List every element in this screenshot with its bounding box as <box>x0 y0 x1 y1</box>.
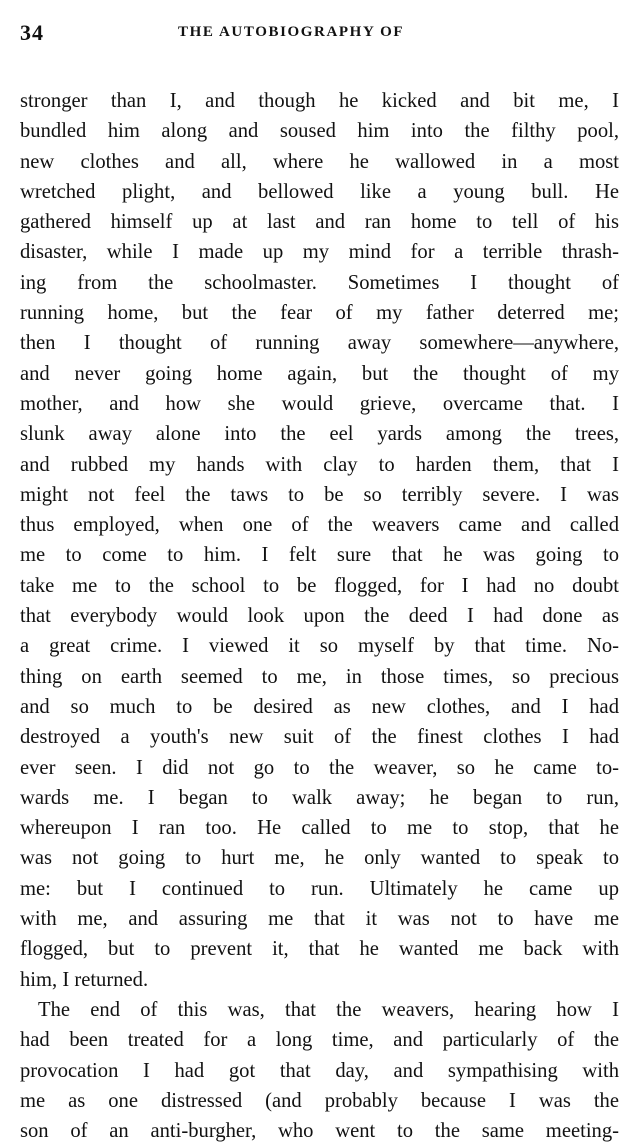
text-line: might not feel the taws to be so terribly severe. I was <box>20 483 619 506</box>
paragraph-2 <box>20 995 619 1146</box>
text-line: flogged, but to prevent it, that he wanted me back with <box>20 938 619 961</box>
text-line: and so much to be desired as new clothes, and I had <box>20 695 619 718</box>
text-line: bundled him along and soused him into the filthy pool, <box>20 120 619 143</box>
text-line: running home, but the fear of my father deterred me; <box>20 302 619 325</box>
text-line: wards me. I began to walk away; he began to run, <box>20 786 619 809</box>
text-line: that everybody would look upon the deed I had done as <box>20 605 619 628</box>
text-line: new clothes and all, where he wallowed in a most <box>20 150 619 173</box>
text-line: stronger than I, and though he kicked and bit me, I <box>20 90 619 112</box>
text-line: with me, and assuring me that it was not to have me <box>20 908 619 931</box>
text-line: destroyed a youth's new suit of the finest clothes I had <box>20 726 619 749</box>
text-line: take me to the school to be flogged, for I had no doubt <box>20 574 619 597</box>
text-line: had been treated for a long time, and particularly of the <box>20 1029 619 1052</box>
text-line: The end of this was, that the weavers, hearing how I <box>38 998 619 1021</box>
text-line: and never going home again, but the thought of my <box>20 362 619 385</box>
text-line: provocation I had got that day, and sympathising with <box>20 1059 619 1082</box>
running-title: THE AUTOBIOGRAPHY OF <box>178 24 405 40</box>
text-line: thing on earth seemed to me, in those times, so precious <box>20 665 619 688</box>
text-line: disaster, while I made up my mind for a terrible thrash- <box>20 241 619 264</box>
text-line: thus employed, when one of the weavers came and called <box>20 514 619 537</box>
text-line: ing from the schoolmaster. Sometimes I thought of <box>20 271 619 294</box>
text-line: wretched plight, and bellowed like a young bull. He <box>20 180 619 203</box>
text-line: whereupon I ran too. He called to me to stop, that he <box>20 817 619 840</box>
text-line: me: but I continued to run. Ultimately he came up <box>20 877 619 900</box>
running-head <box>20 20 619 56</box>
page-number: 34 <box>20 20 44 45</box>
text-line: then I thought of running away somewhere—anywhere, <box>20 332 619 355</box>
text-line: a great crime. I viewed it so myself by that time. No- <box>20 635 619 658</box>
text-line: ever seen. I did not go to the weaver, so he came to- <box>20 756 619 779</box>
text-line: and rubbed my hands with clay to harden them, that I <box>20 453 619 476</box>
text-line: me to come to him. I felt sure that he was going to <box>20 544 619 567</box>
paragraph-1 <box>20 86 619 995</box>
text-line: gathered himself up at last and ran home to tell of his <box>20 211 619 234</box>
text-line: mother, and how she would grieve, overcame that. I <box>20 392 619 415</box>
text-line: slunk away alone into the eel yards among the trees, <box>20 423 619 446</box>
text-line: was not going to hurt me, he only wanted to speak to <box>20 847 619 870</box>
body-text <box>20 86 619 1146</box>
text-line: me as one distressed (and probably because I was the <box>20 1089 619 1112</box>
text-line: him, I returned. <box>20 968 149 991</box>
text-line: son of an anti-burgher, who went to the same meeting- <box>20 1120 619 1143</box>
